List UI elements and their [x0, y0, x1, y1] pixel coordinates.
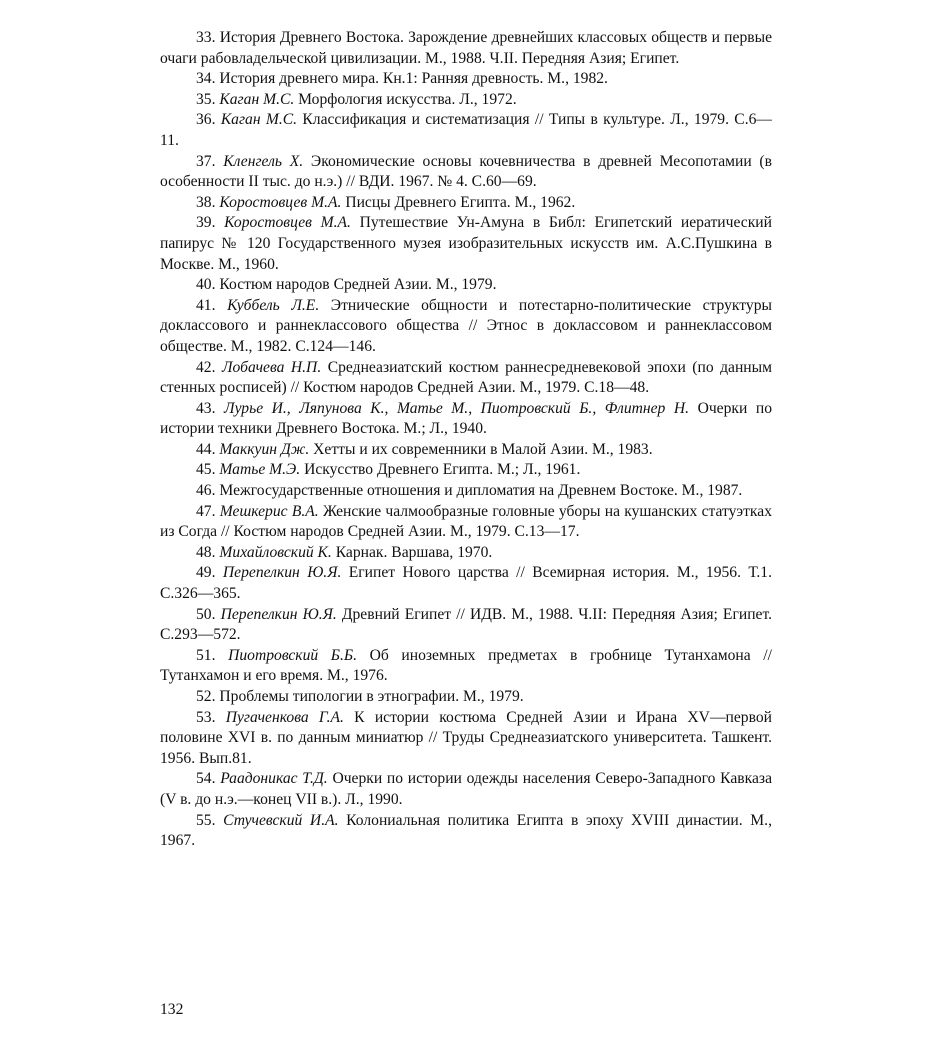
- reference-number: 37.: [196, 152, 216, 170]
- reference-item: [160, 563, 772, 604]
- reference-text: Проблемы типологии в этнографии. М., 1979.: [219, 688, 524, 705]
- reference-item: [160, 543, 772, 564]
- reference-text: К истории костюма Средней Азии и Ирана XV—первой половине XVI в. по данным миниатюр // Труды Среднеазиатского университета. Ташкент. 1956. Вып.81.: [160, 708, 772, 767]
- reference-author: Коростовцев М.А.: [224, 214, 351, 232]
- reference-number: 53.: [196, 708, 216, 726]
- reference-item: [160, 275, 772, 296]
- reference-author: Коростовцев М.А.: [219, 193, 342, 211]
- reference-text: Колониальная политика Египта в эпоху XVIII династии. М., 1967.: [160, 811, 772, 850]
- reference-item: [160, 646, 772, 687]
- reference-item: [160, 708, 772, 770]
- reference-item: [160, 110, 772, 151]
- reference-text: История Древнего Востока. Зарождение древнейших классовых обществ и первые очаги рабовладельческой цивилизации. М., 1988. Ч.II. Передняя Азия; Египет.: [160, 29, 772, 67]
- reference-item: [160, 481, 772, 502]
- reference-text: Карнак. Варшава, 1970.: [335, 543, 493, 561]
- reference-item: [160, 399, 772, 440]
- reference-number: 54.: [196, 770, 216, 788]
- reference-number: 39.: [196, 214, 216, 232]
- reference-text: История древнего мира. Кн.1: Ранняя древность. М., 1982.: [219, 70, 608, 88]
- reference-author: Перепелкин Ю.Я.: [222, 564, 342, 582]
- reference-author: Стучевский И.А.: [223, 811, 339, 829]
- reference-number: 52.: [196, 688, 216, 705]
- reference-number: 40.: [196, 276, 216, 294]
- reference-author: Матье М.Э.: [219, 461, 301, 479]
- reference-text: Этнические общности и потестарно-политические структуры доклассового и раннеклассового общества // Этнос в доклассовом и раннеклассовом обществе. М., 1982. С.124—146.: [160, 296, 772, 355]
- reference-item: [160, 213, 772, 275]
- reference-author: Михайловский К.: [219, 543, 332, 561]
- reference-item: [160, 28, 772, 69]
- reference-author: Маккуин Дж.: [219, 440, 310, 458]
- reference-text: Среднеазиатский костюм раннесредневековой эпохи (по данным стенных росписей) // Костюм народов Средней Азии. М., 1979. С.18—48.: [160, 358, 772, 397]
- reference-text: Писцы Древнего Египта. М., 1962.: [345, 193, 576, 211]
- reference-item: [160, 605, 772, 646]
- reference-number: 55.: [196, 811, 216, 829]
- reference-number: 50.: [196, 605, 216, 623]
- reference-text: Древний Египет // ИДВ. М., 1988. Ч.II: Передняя Азия; Египет. С.293—572.: [160, 605, 773, 644]
- reference-item: [160, 358, 772, 399]
- reference-list: [160, 28, 772, 852]
- reference-number: 49.: [196, 564, 216, 582]
- reference-item: [160, 811, 772, 852]
- reference-text: Морфология искусства. Л., 1972.: [298, 90, 517, 108]
- reference-text: Искусство Древнего Египта. М.; Л., 1961.: [304, 461, 581, 479]
- reference-text: Костюм народов Средней Азии. М., 1979.: [219, 276, 497, 294]
- reference-number: 38.: [196, 193, 216, 211]
- reference-number: 42.: [196, 358, 216, 376]
- reference-item: [160, 193, 772, 214]
- reference-item: [160, 687, 772, 708]
- reference-author: Каган М.С.: [220, 111, 298, 129]
- reference-author: Пугаченкова Г.А.: [225, 708, 344, 726]
- reference-item: [160, 769, 772, 810]
- reference-author: Куббель Л.Е.: [227, 296, 320, 314]
- reference-number: 44.: [196, 440, 216, 458]
- reference-text: Очерки по истории техники Древнего Востока. М.; Л., 1940.: [160, 399, 772, 438]
- reference-item: [160, 69, 772, 90]
- reference-number: 48.: [196, 543, 216, 561]
- reference-number: 36.: [196, 111, 216, 129]
- reference-text: Классификация и систематизация // Типы в культуре. Л., 1979. С.6—11.: [160, 111, 772, 149]
- reference-author: Каган М.С.: [219, 90, 295, 108]
- reference-text: Экономические основы кочевничества в древней Месопотамии (в особенности II тыс. до н.э.) // ВДИ. 1967. № 4. С.60—69.: [160, 152, 772, 191]
- reference-text: Очерки по истории одежды населения Северо-Западного Кавказа (V в. до н.э.—конец VII в.). Л., 1990.: [160, 770, 772, 808]
- reference-item: [160, 440, 772, 461]
- reference-text: Путешествие Ун-Амуна в Библ: Египетский иератический папирус № 120 Государственного музея изобразительных искусств им. А.С.Пушкина в Москве. М., 1960.: [160, 214, 772, 273]
- reference-item: [160, 460, 772, 481]
- reference-item: [160, 296, 772, 358]
- reference-text: Хетты и их современники в Малой Азии. М., 1983.: [313, 440, 653, 458]
- reference-number: 51.: [196, 646, 216, 664]
- reference-item: [160, 502, 772, 543]
- reference-text: Женские чалмообразные головные уборы на кушанских статуэтках из Согда // Костюм народов Средней Азии. М., 1979. С.13—17.: [160, 502, 772, 541]
- reference-author: Пиотровский Б.Б.: [228, 646, 357, 664]
- reference-number: 33.: [196, 29, 216, 46]
- bibliography-page: [160, 28, 772, 852]
- reference-text: Об иноземных предметах в гробнице Тутанхамона // Тутанхамон и его время. М., 1976.: [160, 646, 772, 685]
- reference-number: 41.: [196, 296, 216, 314]
- reference-text: Межгосударственные отношения и дипломатия на Древнем Востоке. М., 1987.: [219, 482, 743, 500]
- reference-number: 46.: [196, 482, 216, 500]
- page-number: 132: [160, 1001, 184, 1018]
- reference-author: Кленгель Х.: [223, 152, 304, 170]
- reference-number: 43.: [196, 399, 216, 417]
- reference-item: [160, 152, 772, 193]
- reference-number: 34.: [196, 70, 216, 88]
- reference-author: Перепелкин Ю.Я.: [220, 605, 337, 623]
- reference-text: Египет Нового царства // Всемирная история. М., 1956. Т.1. С.326—365.: [160, 564, 772, 603]
- reference-number: 35.: [196, 90, 216, 108]
- reference-author: Раадоникас Т.Д.: [220, 770, 328, 788]
- reference-author: Лобачева Н.П.: [222, 358, 322, 376]
- reference-number: 45.: [196, 461, 216, 479]
- reference-author: Лурье И., Ляпунова К., Матье М., Пиотровский Б., Флитнер Н.: [224, 399, 690, 417]
- reference-item: [160, 90, 772, 111]
- reference-author: Мешкерис В.А.: [219, 502, 319, 520]
- reference-number: 47.: [196, 502, 216, 520]
